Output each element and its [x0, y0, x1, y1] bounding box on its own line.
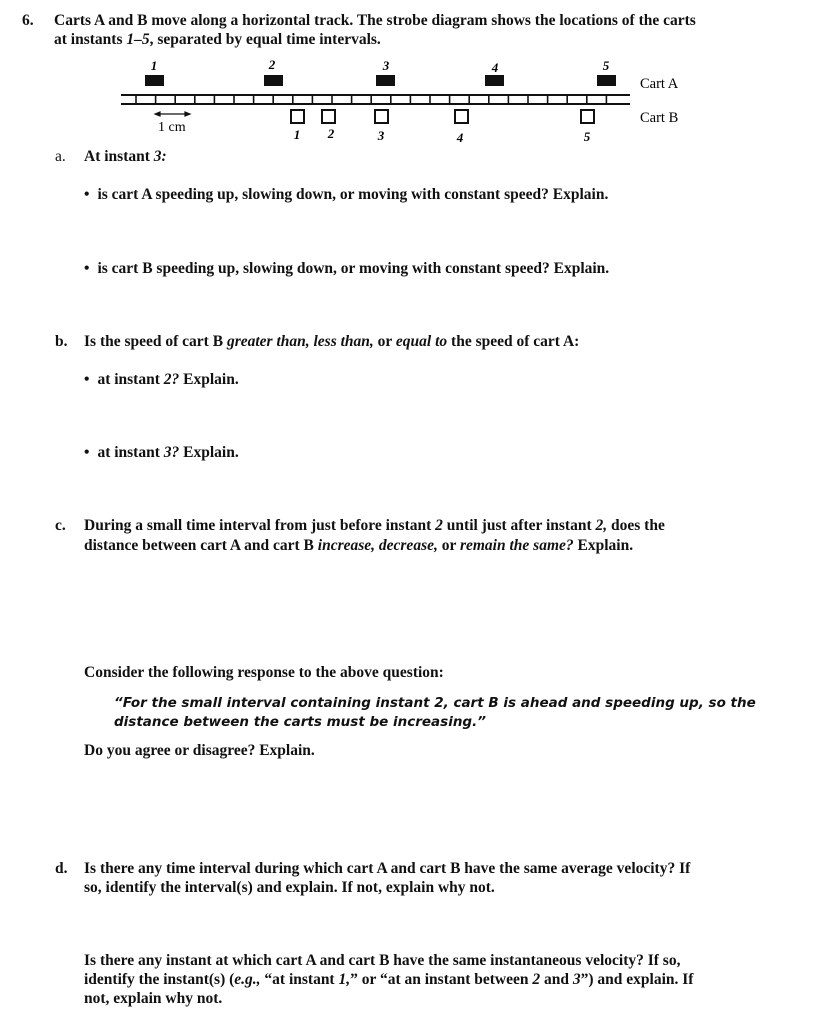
problem-intro-line2: at instants 1–5, separated by equal time intervals.	[54, 31, 381, 48]
cart-a-instant-label: 2	[268, 57, 276, 72]
cart-b-position	[375, 110, 388, 123]
part-d-line-2: so, identify the interval(s) and explain. If not, explain why not.	[84, 879, 495, 896]
part-b-bullet-1: • at instant 2? Explain.	[84, 371, 239, 389]
cart-a-instant-label: 4	[491, 60, 499, 75]
strobe-diagram	[0, 0, 815, 150]
cart-b-position	[581, 110, 594, 123]
part-b-bullet-2: • at instant 3? Explain.	[84, 444, 239, 462]
part-a-prompt: At instant 3:	[84, 148, 167, 165]
track-ticks	[136, 95, 606, 104]
cart-b-instant-label: 1	[293, 127, 301, 142]
part-c-line-2: distance between cart A and cart B increase, decrease, or remain the same? Explain.	[84, 537, 634, 554]
part-d-line-1: Is there any time interval during which cart A and cart B have the same average velocity? If	[84, 860, 691, 877]
student-quote-line-2: distance between the carts must be increasing.”	[114, 714, 486, 730]
cart-b-position	[291, 110, 304, 123]
cart-b-instant-label: 5	[583, 129, 591, 144]
part-b-prompt: Is the speed of cart B greater than, less than, or equal to the speed of cart A:	[84, 333, 580, 350]
cart-b-position	[455, 110, 468, 123]
cart-a-position	[145, 75, 164, 86]
cart-a-position	[597, 75, 616, 86]
part-c-consider: Consider the following response to the above question:	[84, 664, 444, 681]
part-d-q2-line-3: not, explain why not.	[84, 990, 223, 1007]
cart-a-label: Cart A	[640, 76, 679, 92]
scale-label: 1 cm	[158, 120, 186, 135]
part-d-q2-line-2: identify the instant(s) (e.g., “at instant 1,” or “at an instant between 2 and 3”) and explain. If	[84, 971, 694, 988]
problem-intro-line1: Carts A and B move along a horizontal track. The strobe diagram shows the locations of the carts	[54, 12, 696, 29]
cart-a-position	[376, 75, 395, 86]
part-a-bullet-1: • is cart A speeding up, slowing down, or moving with constant speed? Explain.	[84, 186, 608, 204]
cart-b-instant-label: 2	[327, 126, 335, 141]
part-a-bullet-2: • is cart B speeding up, slowing down, or moving with constant speed? Explain.	[84, 260, 609, 278]
part-c-line-1: During a small time interval from just before instant 2 until just after instant 2, does the	[84, 517, 665, 534]
cart-b-instant-label: 3	[377, 128, 385, 143]
student-quote-line-1: “For the small interval containing instant 2, cart B is ahead and speeding up, so the	[114, 695, 756, 711]
part-d-q2-line-1: Is there any instant at which cart A and cart B have the same instantaneous velocity? If so,	[84, 952, 681, 969]
part-a-letter: a.	[55, 148, 66, 165]
scale-arrow	[155, 112, 190, 116]
part-d-letter: d.	[55, 860, 68, 877]
cart-a-instant-label: 1	[150, 58, 158, 73]
cart-b-position	[322, 110, 335, 123]
cart-a-instant-label: 3	[382, 58, 390, 73]
cart-b-label: Cart B	[640, 110, 679, 126]
part-b-letter: b.	[55, 333, 68, 350]
part-c-agree: Do you agree or disagree? Explain.	[84, 742, 315, 759]
cart-b-instant-label: 4	[456, 130, 464, 145]
part-c-letter: c.	[55, 517, 66, 534]
track	[121, 95, 630, 104]
cart-a-position	[264, 75, 283, 86]
cart-a-position	[485, 75, 504, 86]
cart-a-instant-label: 5	[602, 58, 610, 73]
problem-number: 6.	[22, 12, 34, 29]
